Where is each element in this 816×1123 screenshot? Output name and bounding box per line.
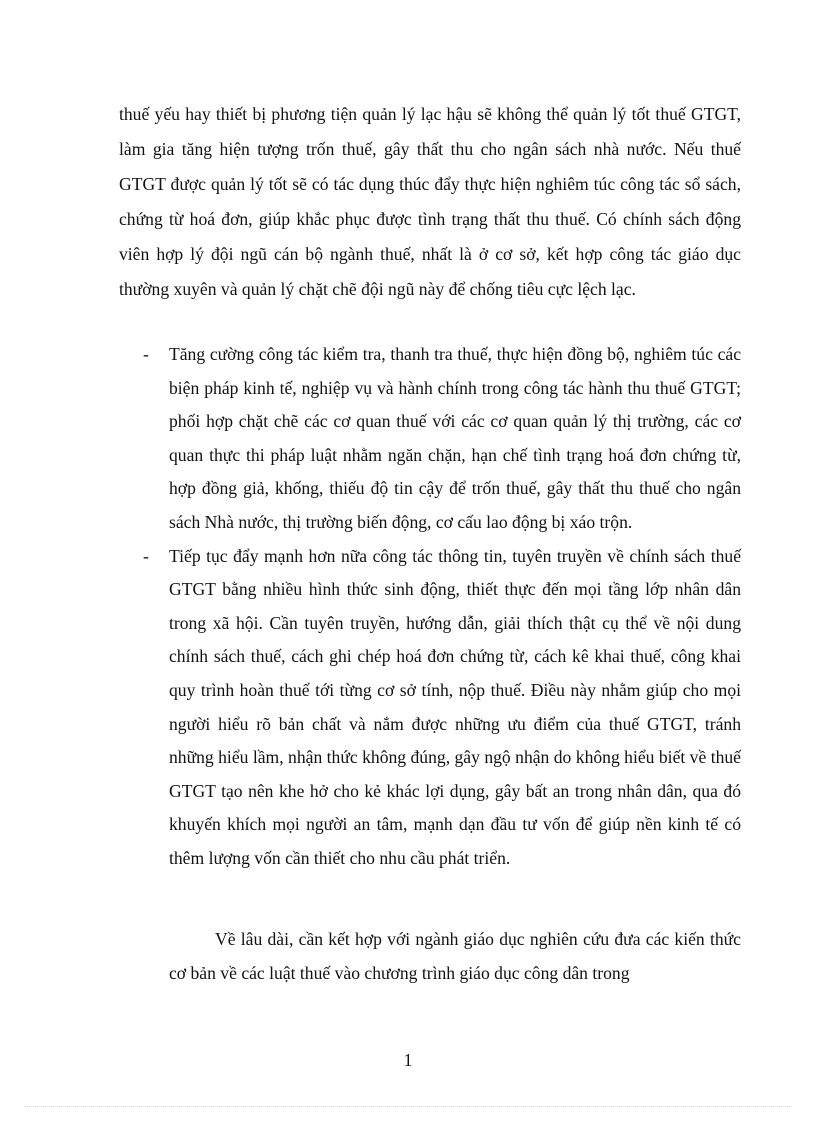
bullet-item-inspection [119,338,741,540]
bullet-list [119,338,741,876]
footer-divider [24,1106,792,1107]
bullet-item-propaganda [119,540,741,876]
page-number: 1 [403,1050,413,1070]
bullet-dash: - [143,344,149,364]
bullet-dash: - [143,545,149,566]
body-paragraph-long-term: Về lâu dài, cần kết hợp với ngành giáo dục nghiên cứu đưa các kiến thức cơ bản về các luật thuế vào chương trình giáo dục công dân trong [169,929,741,983]
bullet-text-inspection: Tăng cường công tác kiểm tra, thanh tra thuế, thực hiện đồng bộ, nghiêm túc các biện pháp kinh tế, nghiệp vụ và hành chính trong công tác hành thu thuế GTGT; phối hợp chặt chẽ các cơ quan thuế với các cơ quan quản lý thị trường, các cơ quan thực thi pháp luật nhằm ngăn chặn, hạn chế tình trạng hoá đơn chứng từ, hợp đồng giả, khống, thiếu độ tin cậy để trốn thuế, gây thất thu thuế cho ngân sách Nhà nước, thị trường biến động, cơ cấu lao động bị xáo trộn. [169,344,741,532]
body-paragraph-intro: thuế yếu hay thiết bị phương tiện quản lý lạc hậu sẽ không thể quản lý tốt thuế GTGT, làm gia tăng hiện tượng trốn thuế, gây thất thu cho ngân sách nhà nước. Nếu thuế GTGT được quản lý tốt sẽ có tác dụng thúc đẩy thực hiện nghiêm túc công tác sổ sách, chứng từ hoá đơn, giúp khắc phục được tình trạng thất thu thuế. Có chính sách động viên hợp lý đội ngũ cán bộ ngành thuế, nhất là ở cơ sở, kết hợp công tác giáo dục thường xuyên và quản lý chặt chẽ đội ngũ này để chống tiêu cực lệch lạc. [119,104,741,299]
bullet-text-propaganda: Tiếp tục đẩy mạnh hơn nữa công tác thông tin, tuyên truyền về chính sách thuế GTGT bằng nhiều hình thức sinh động, thiết thực đến mọi tầng lớp nhân dân trong xã hội. Cần tuyên truyền, hướng dẫn, giải thích thật cụ thể về nội dung chính sách thuế, cách ghi chép hoá đơn chứng từ, cách kê khai thuế, công khai quy trình hoàn thuế tới từng cơ sở tính, nộp thuế. Điều này nhằm giúp cho mọi người hiểu rõ bản chất và nắm được những ưu điểm của thuế GTGT, tránh những hiểu lầm, nhận thức không đúng, gây ngộ nhận do không hiểu biết về thuế GTGT tạo nên khe hở cho kẻ khác lợi dụng, gây bất an trong nhân dân, qua đó khuyến khích mọi người an tâm, mạnh dạn đầu tư vốn để giúp nền kinh tế có thêm lượng vốn cần thiết cho nhu cầu phát triển. [169,545,741,868]
